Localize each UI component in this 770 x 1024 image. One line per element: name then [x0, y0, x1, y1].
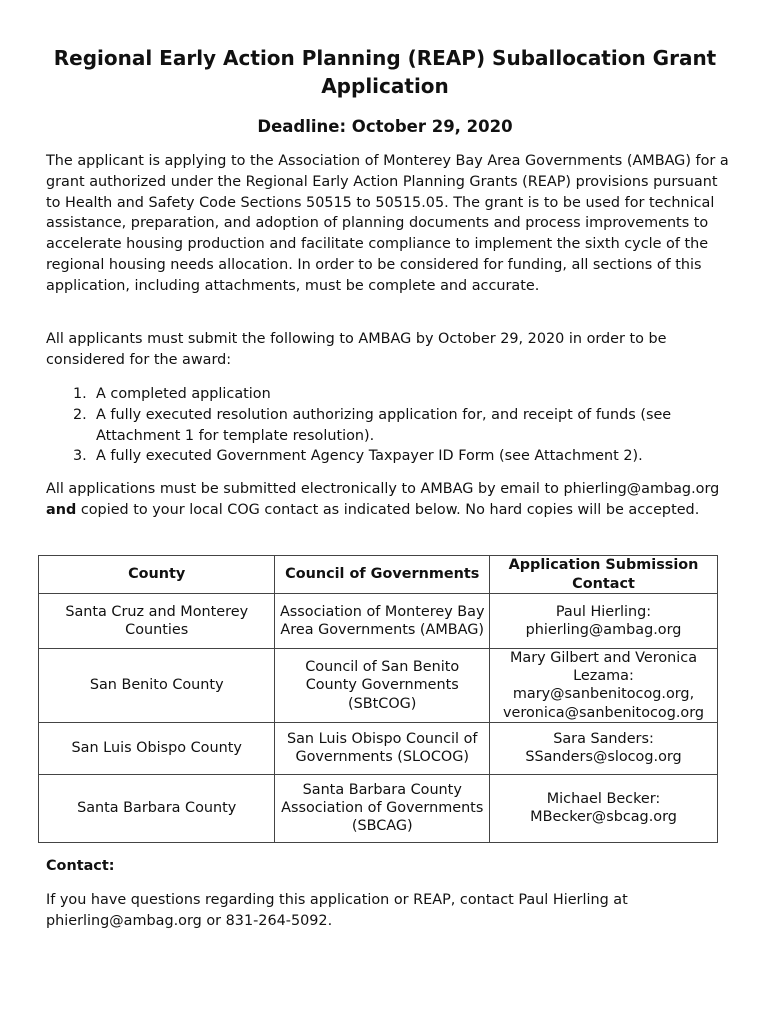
table-cell: Santa Barbara County Association of Governments (SBCAG)	[275, 774, 490, 842]
header-county: County	[39, 556, 275, 594]
table-cell: San Benito County	[39, 649, 275, 723]
table-cell: Sara Sanders: SSanders@slocog.org	[490, 722, 718, 774]
table-cell: Paul Hierling: phierling@ambag.org	[490, 594, 718, 649]
table-header-row	[39, 556, 718, 594]
contact-paragraph: If you have questions regarding this application or REAP, contact Paul Hierling at phierling@ambag.org or 831-264-5092.	[46, 892, 628, 929]
list-number: 3.	[73, 448, 87, 465]
table-row	[39, 722, 718, 774]
contact-heading: Contact:	[46, 858, 115, 874]
submission-emphasis: and	[46, 501, 77, 518]
table-cell: San Luis Obispo County	[39, 722, 275, 774]
list-item	[46, 405, 726, 447]
intro-paragraph: The applicant is applying to the Association of Monterey Bay Area Governments (AMBAG) for a grant authorized under the Regional Early Action Planning Grants (REAP) provisions pursuant to Health and Safety Code Sections 50515 to 50515.05. The grant is to be used for technical assistance, preparation, and adoption of planning documents and process improvements to accelerate housing production and facilitate compliance to implement the sixth cycle of the regional housing needs allocation. In order to be considered for funding, all sections of this application, including attachments, must be complete and accurate.	[46, 153, 729, 294]
table-cell: Santa Barbara County	[39, 774, 275, 842]
deadline-heading: Deadline: October 29, 2020	[257, 117, 513, 136]
header-council: Council of Governments	[275, 556, 490, 594]
submission-text-continued: copied to your local COG contact as indicated below. No hard copies will be accepted.	[76, 501, 700, 518]
requirements-list	[46, 384, 726, 467]
header-contact: Application Submission Contact	[490, 556, 718, 594]
table-cell: Santa Cruz and Monterey Counties	[39, 594, 275, 649]
cog-contact-table	[38, 555, 718, 843]
submission-text: All applications must be submitted electronically to AMBAG by email to phierling@ambag.org	[46, 481, 720, 497]
submission-paragraph	[46, 479, 736, 521]
table-cell: San Luis Obispo Council of Governments (SLOCOG)	[275, 722, 490, 774]
list-item	[46, 384, 726, 405]
table-cell: Mary Gilbert and Veronica Lezama: mary@sanbenitocog.org, veronica@sanbenitocog.org	[490, 649, 718, 723]
list-item-text: A completed application	[96, 386, 271, 402]
list-item-text: A fully executed resolution authorizing application for, and receipt of funds (see Attachment 1 for template resolution).	[96, 406, 672, 444]
requirements-intro: All applicants must submit the following to AMBAG by October 29, 2020 in order to be considered for the award:	[46, 331, 667, 368]
list-number: 1.	[73, 386, 87, 402]
table-row	[39, 649, 718, 723]
table-cell: Association of Monterey Bay Area Governments (AMBAG)	[275, 594, 490, 649]
table-cell: Michael Becker: MBecker@sbcag.org	[490, 774, 718, 842]
list-item	[46, 446, 726, 467]
document-title: Regional Early Action Planning (REAP) Suballocation Grant Application	[53, 46, 717, 98]
table-row	[39, 774, 718, 842]
list-item-text: A fully executed Government Agency Taxpayer ID Form (see Attachment 2).	[96, 448, 643, 465]
list-number: 2.	[73, 406, 87, 423]
table-cell: Council of San Benito County Governments (SBtCOG)	[275, 649, 490, 723]
table-row	[39, 594, 718, 649]
